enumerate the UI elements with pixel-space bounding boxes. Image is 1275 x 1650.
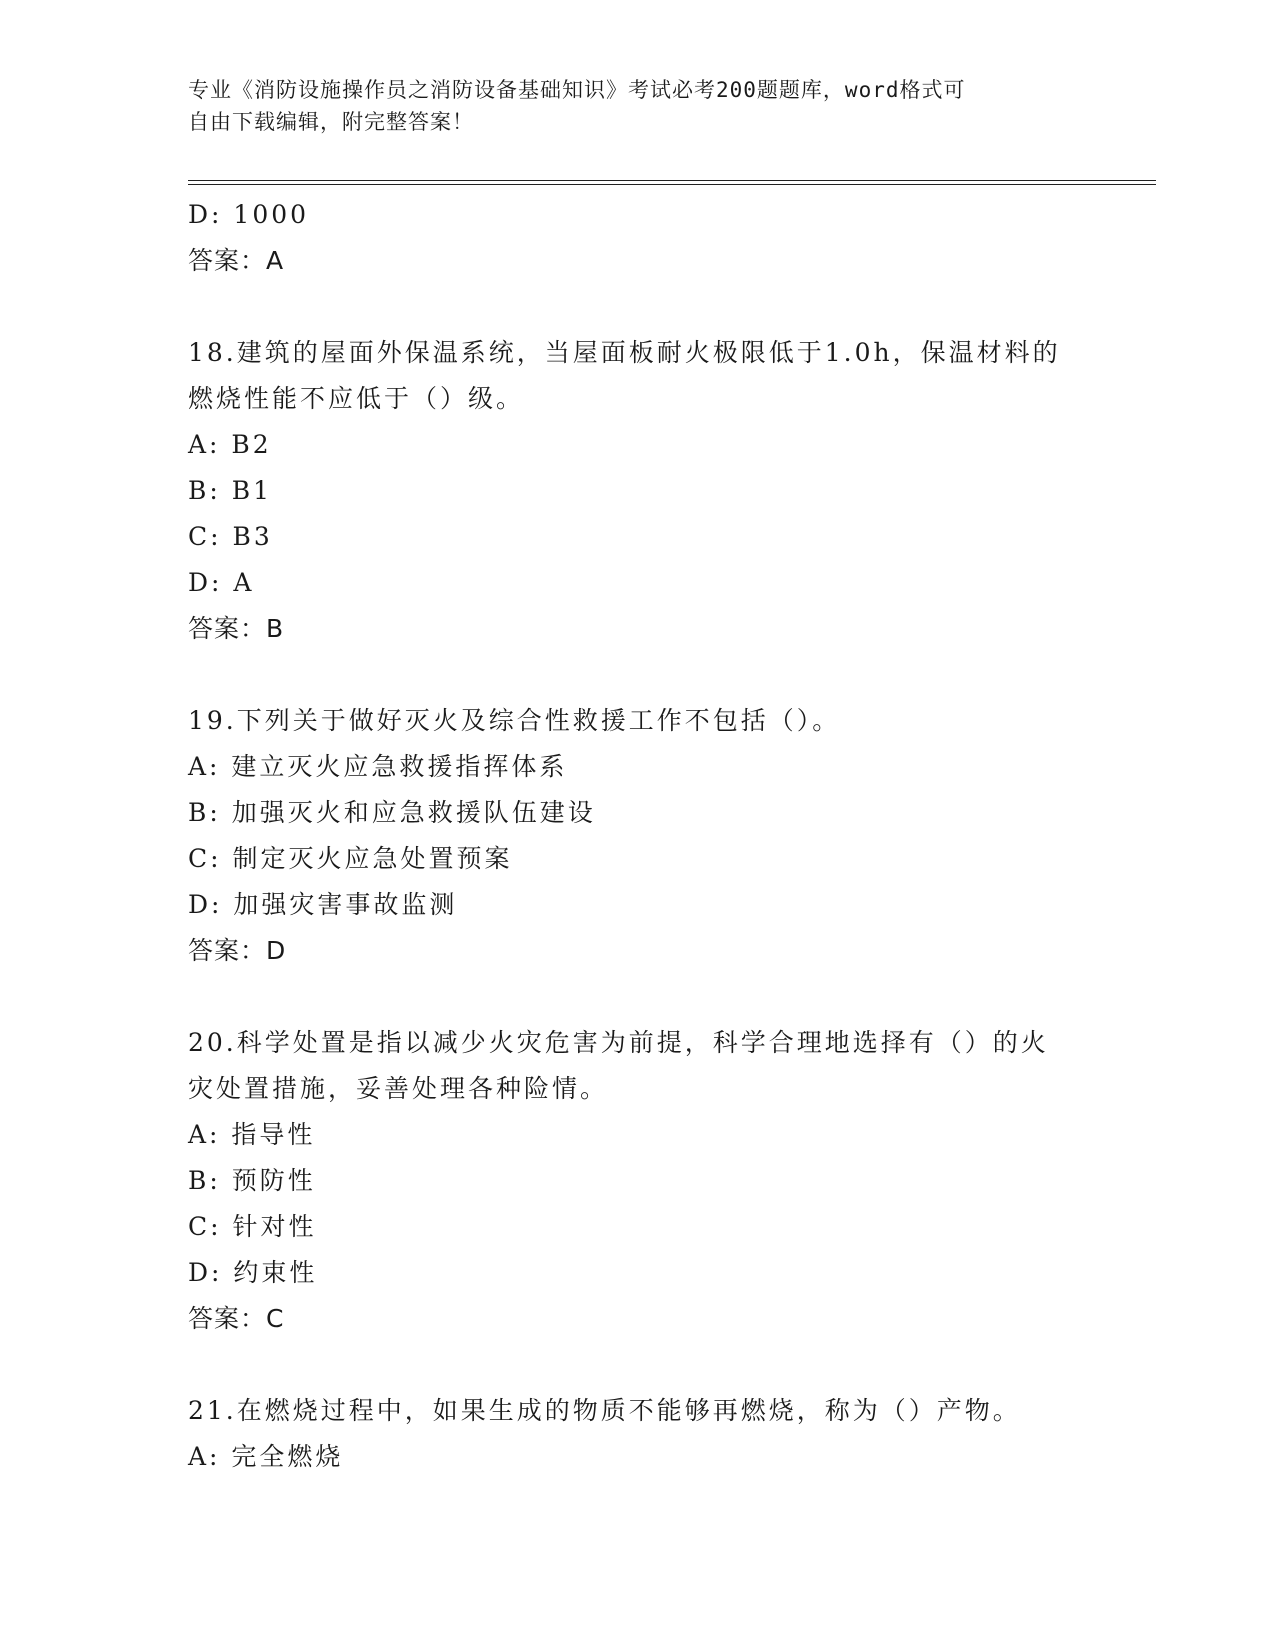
question-17-option-d: D: 1000 (188, 200, 310, 229)
header-line-1: 专业《消防设施操作员之消防设备基础知识》考试必考200题题库，word格式可 (188, 78, 966, 102)
question-19-option-c: C: 制定灭火应急处置预案 (188, 844, 513, 873)
question-18 (188, 330, 1088, 652)
spacer (188, 652, 1088, 698)
question-19-option-a: A: 建立灭火应急救援指挥体系 (188, 752, 568, 781)
question-list (188, 192, 1088, 1480)
page-header (188, 74, 1068, 138)
question-19-option-b: B: 加强灭火和应急救援队伍建设 (188, 798, 596, 827)
question-21 (188, 1388, 1088, 1480)
question-20-option-d: D: 约束性 (188, 1258, 318, 1287)
question-20-stem-line-1: 20.科学处置是指以减少火灾危害为前提，科学合理地选择有（）的火 (188, 1028, 1049, 1057)
header-divider-top (188, 180, 1156, 181)
spacer (188, 284, 1088, 330)
question-18-stem-line-1: 18.建筑的屋面外保温系统，当屋面板耐火极限低于1.0h，保温材料的 (188, 338, 1061, 367)
question-20-option-a: A: 指导性 (188, 1120, 316, 1149)
question-19-stem-line-1: 19.下列关于做好灭火及综合性救援工作不包括（）。 (188, 706, 841, 735)
question-17-answer: 答案：A (188, 246, 285, 275)
header-divider-bottom (188, 184, 1156, 185)
question-19-answer: 答案：D (188, 936, 287, 965)
question-20-option-b: B: 预防性 (188, 1166, 316, 1195)
question-18-option-b: B: B1 (188, 476, 273, 505)
question-19-option-d: D: 加强灾害事故监测 (188, 890, 458, 919)
question-18-option-c: C: B3 (188, 522, 273, 551)
question-18-option-d: D: A (188, 568, 255, 597)
question-20-option-c: C: 针对性 (188, 1212, 317, 1241)
header-line-2: 自由下载编辑，附完整答案！ (188, 110, 474, 134)
question-20-answer: 答案：C (188, 1304, 285, 1333)
question-20-stem-line-2: 灾处置措施，妥善处理各种险情。 (188, 1074, 609, 1103)
question-18-stem-line-2: 燃烧性能不应低于（）级。 (188, 384, 525, 413)
question-21-stem-line-1: 21.在燃烧过程中，如果生成的物质不能够再燃烧，称为（）产物。 (188, 1396, 1021, 1425)
spacer (188, 1342, 1088, 1388)
question-19 (188, 698, 1088, 974)
question-21-option-a: A: 完全燃烧 (188, 1442, 344, 1471)
question-17-tail (188, 192, 1088, 284)
spacer (188, 974, 1088, 1020)
question-18-option-a: A: B2 (188, 430, 272, 459)
question-18-answer: 答案：B (188, 614, 285, 643)
question-20 (188, 1020, 1088, 1342)
